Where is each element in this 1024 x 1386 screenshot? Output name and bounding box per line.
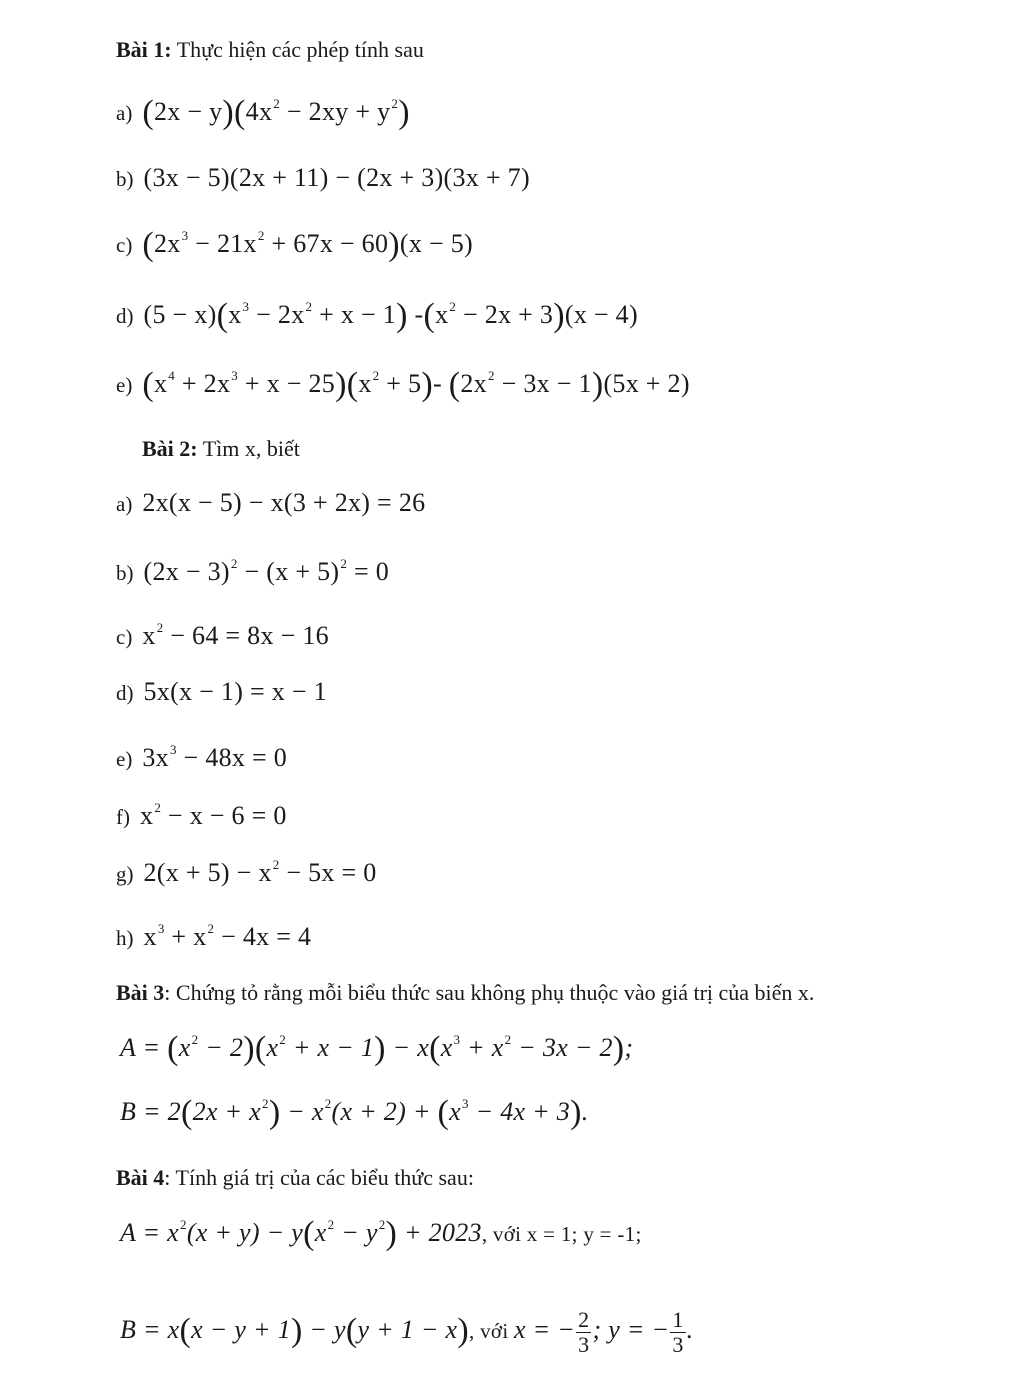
exponent: 2 [487,368,495,383]
math-expression [144,163,530,192]
bracket: ( [167,1030,179,1067]
bai4-expression-a [120,1215,642,1252]
expression-text: − x [385,1033,430,1062]
exponent: 3 [157,921,165,936]
bai2-item-g [116,858,377,889]
bracket: ( [180,1094,193,1131]
expression-text: − 3x − 1 [494,369,592,398]
expression-text: 2x [153,229,181,258]
bai2-item-h [116,922,311,953]
math-expression [144,858,377,887]
expression-text: x [140,801,154,830]
expression-text: − 48x = 0 [176,743,288,772]
bracket: ( [345,1312,358,1350]
math-expression [120,1307,694,1357]
bai2-item-d [116,677,327,708]
expression-text: + 2x [175,369,231,398]
condition-text: , với [469,1319,515,1344]
expression-text: − (x + 5) [237,557,340,586]
math-expression [142,366,690,403]
expression-text: − 2xy + y [280,97,391,126]
expression-text: (x + 2) + [331,1097,438,1126]
fraction: $\frac{2}{3}$ [578,1307,590,1357]
item-label: a) [116,492,133,516]
bai1-item-d [116,297,638,334]
expression-text: x [228,300,242,329]
expression-text: ; [624,1033,634,1062]
math-expression [120,1030,634,1067]
exponent: 2 [324,1096,332,1111]
bai3-heading [116,979,814,1007]
exponent: 2 [305,299,313,314]
expression-text: + 2023 [397,1218,482,1247]
exponent: 2 [504,1032,512,1047]
math-expression [120,1094,589,1131]
exponent: 3 [453,1032,461,1047]
math-expression [144,677,327,706]
exponent: 2 [262,1096,269,1111]
bai4-expression-b [120,1308,693,1357]
exponent: 3 [231,368,239,383]
bai2-heading-bold: Bài 2: [142,436,198,461]
bracket: ) [457,1312,470,1350]
exponent: 2 [272,857,280,872]
bracket: ) [398,94,410,131]
exponent: 3 [181,228,189,243]
bai2-item-e [116,743,287,774]
expression-text: A = [120,1033,168,1062]
expression-text: − 4x = 4 [214,922,312,951]
expression-text: B = x [120,1315,180,1345]
bracket: ( [437,1094,450,1131]
bai2-item-a [116,488,425,519]
bai1-item-a [116,94,410,131]
expression-text: 2x + x [192,1097,261,1126]
item-label: b) [116,561,134,585]
expression-text: x [178,1033,191,1062]
bai3-expression-a [120,1030,634,1067]
expression-text: - [407,300,424,329]
bai2-heading [142,435,300,463]
expression-text: − x [280,1097,324,1126]
bracket: ( [216,297,229,334]
item-label: e) [116,747,133,771]
expression-text: . [581,1097,589,1126]
exponent: 2 [230,556,238,571]
bracket: ( [429,1030,441,1067]
expression-text: x [314,1218,327,1247]
expression-text: − 2 [198,1033,244,1062]
math-expression [142,226,474,263]
expression-text: − 64 = 8x − 16 [163,621,329,650]
bracket: ( [448,366,461,403]
expression-text: x [143,922,157,951]
bai1-item-b [116,163,530,194]
bracket: ( [303,1215,315,1252]
expression-text: (5x + 2) [603,369,690,398]
expression-text: + x [164,922,207,951]
exponent: 3 [461,1096,469,1111]
bracket: ( [142,94,154,131]
fraction: $\frac{1}{3}$ [672,1307,684,1357]
item-label: f) [116,805,130,829]
bai4-heading-bold: Bài 4 [116,1165,165,1190]
bracket: ( [142,226,154,263]
expression-text: − 2x [249,300,305,329]
bracket: ) [222,94,235,131]
bracket: ) [396,297,408,334]
item-label: d) [116,681,134,705]
expression-text: A = x [120,1218,179,1247]
expression-text: 2(x + 5) − x [143,858,272,887]
exponent: 2 [156,620,164,635]
expression-text: + x [460,1033,504,1062]
bai2-item-c [116,621,329,652]
bracket: ) [243,1030,255,1067]
item-label: c) [116,233,133,257]
expression-text: (x + y) − y [186,1218,304,1247]
expression-text: + 5 [379,369,422,398]
bracket: ) [374,1030,386,1067]
item-label: b) [116,167,134,191]
bracket: ) [290,1312,303,1350]
exponent: 2 [180,1217,187,1232]
exponent: 2 [257,228,265,243]
expression-text: 2x [460,369,487,398]
bracket: ( [254,1030,267,1067]
exponent: 2 [191,1032,199,1047]
math-expression [142,94,410,131]
math-expression [142,743,287,772]
math-expression [142,488,425,517]
exponent: 2 [273,96,281,111]
expression-text: x [449,1097,461,1126]
expression-text: x [266,1033,279,1062]
bai3-heading-text: : Chứng tỏ rằng mỗi biểu thức sau không phụ thuộc vào giá trị của biến x. [164,980,815,1005]
expression-text: B = 2 [120,1097,181,1126]
bai1-item-e [116,366,690,403]
expression-text: 4x [245,97,273,126]
expression-text: = 0 [347,557,390,586]
exponent: 2 [207,921,215,936]
expression-text: x [358,369,372,398]
expression-text: − y [334,1218,378,1247]
condition-text: , với x = 1; y = -1; [481,1222,642,1246]
exponent: 2 [154,800,162,815]
bai4-heading [116,1164,474,1192]
bracket: ( [179,1312,192,1350]
math-expression [144,922,312,951]
expression-text: − 5x = 0 [279,858,377,887]
expression-text: (x − 4) [564,300,638,329]
expression-text: x [440,1033,453,1062]
bracket: ( [346,366,359,403]
expression-text: ; y = − [592,1315,670,1345]
expression-text: − 2x + 3 [456,300,554,329]
bai2-heading-text: Tìm x, biết [197,436,300,461]
bai1-item-c [116,226,474,263]
expression-text: x [153,369,168,398]
expression-text: − 21x [188,229,257,258]
bai1-heading-text: Thực hiện các phép tính sau [171,37,424,62]
expression-text: (2x − 3) [143,557,230,586]
bracket: ) [335,366,347,403]
item-label: c) [116,625,133,649]
expression-text: 3x [142,743,169,772]
expression-text: + x − 25 [238,369,336,398]
exponent: 2 [372,368,380,383]
expression-text: - [432,369,449,398]
math-expression [144,557,390,586]
bai4-heading-text: : Tính giá trị của các biểu thức sau: [164,1165,474,1190]
exponent: 3 [242,299,250,314]
exponent: 3 [169,742,177,757]
expression-text: + x − 1 [312,300,397,329]
bracket: ) [612,1030,625,1067]
item-label: a) [116,101,133,125]
expression-text: − y [302,1315,346,1345]
exponent: 2 [340,556,348,571]
bracket: ) [421,366,433,403]
math-expression [140,801,287,830]
expression-text: + 67x − 60 [264,229,389,258]
bai2-item-b [116,557,389,588]
expression-text: (5 − x) [143,300,217,329]
expression-text: . [686,1315,694,1345]
bracket: ( [234,94,246,131]
expression-text: x [435,300,449,329]
expression-text: (x − 5) [399,229,474,258]
expression-text: (3x − 5)(2x + 11) − (2x + 3)(3x + 7) [143,163,530,192]
bracket: ) [385,1215,398,1252]
exponent: 2 [279,1032,287,1047]
exponent: 2 [378,1217,386,1232]
bai1-heading-bold: Bài 1: [116,37,172,62]
expression-text: x − y + 1 [191,1315,291,1345]
expression-text: − x − 6 = 0 [161,801,287,830]
bracket: ) [268,1094,281,1131]
expression-text: 2x(x − 5) − x(3 + 2x) = 26 [142,488,426,517]
bai2-item-f [116,801,287,832]
expression-text: + x − 1 [286,1033,375,1062]
item-label: g) [116,862,134,886]
expression-text: 2x − y [153,97,223,126]
bai1-heading [116,36,424,64]
item-label: d) [116,304,134,328]
math-expression [143,297,638,334]
item-label: h) [116,926,134,950]
bracket: ) [388,226,400,263]
bracket: ( [142,366,154,403]
bracket: ) [570,1094,582,1131]
bracket: ( [423,297,436,334]
expression-text: 5x(x − 1) = x − 1 [143,677,327,706]
math-expression [142,621,329,650]
item-label: e) [116,373,133,397]
expression-text: x [142,621,156,650]
exponent: 2 [327,1217,335,1232]
expression-text: − 4x + 3 [468,1097,571,1126]
exponent: 4 [168,368,176,383]
bai3-expression-b [120,1094,589,1131]
bracket: ) [591,366,604,403]
bracket: ) [553,297,565,334]
bai3-heading-bold: Bài 3 [116,980,165,1005]
exponent: 2 [449,299,457,314]
expression-text: x = − [514,1315,576,1345]
expression-text: − 3x − 2 [511,1033,613,1062]
expression-text: y + 1 − x [357,1315,458,1345]
math-expression [120,1215,642,1252]
exponent: 2 [391,96,399,111]
